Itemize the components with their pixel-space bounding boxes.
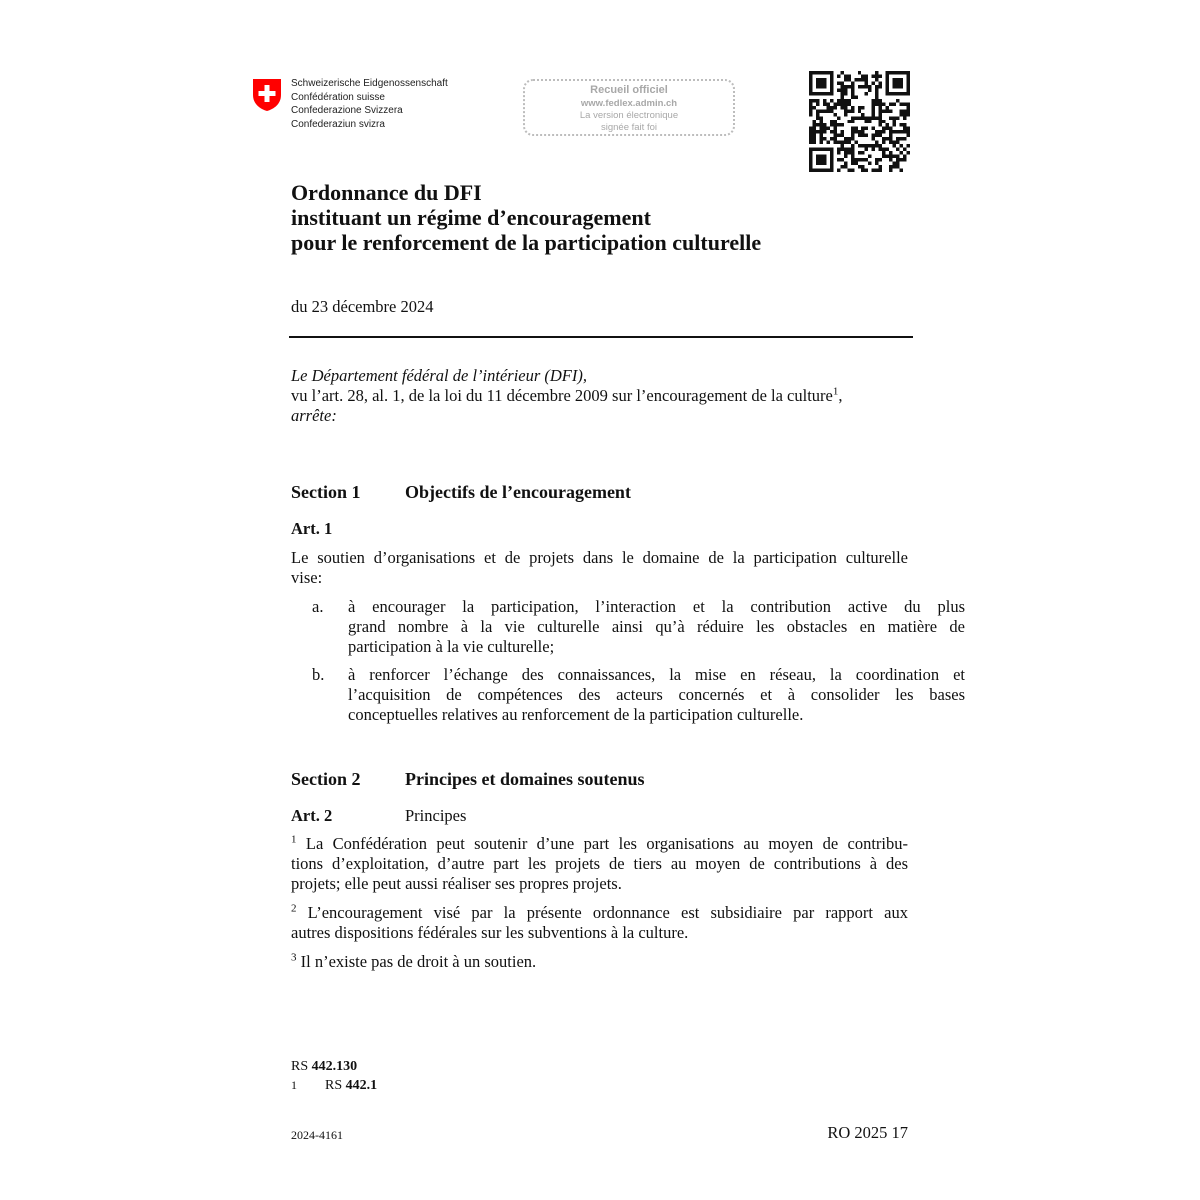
- confederation-fr: Confédération suisse: [291, 91, 385, 103]
- paragraph-1-line-2: tions d’exploitation, d’autre part les projets de tiers au moyen de contributions à des: [291, 854, 908, 873]
- paragraph-1-number: 1: [291, 833, 297, 846]
- document-title: [291, 180, 761, 255]
- list-item-b: [348, 665, 965, 725]
- preamble: [291, 366, 843, 426]
- article-1-label: Art. 1: [291, 519, 333, 538]
- preamble-basis-text: vu l’art. 28, al. 1, de la loi du 11 décembre 2009 sur l’encouragement de la culture: [291, 386, 833, 405]
- paragraph-3-number: 3: [291, 951, 297, 964]
- paragraph-3-line-1-text: Il n’existe pas de droit à un soutien.: [300, 952, 537, 971]
- section-1-title: Objectifs de l’encouragement: [405, 482, 631, 502]
- stamp-url: www.fedlex.admin.ch: [580, 98, 678, 109]
- title-line-2: instituant un régime d’encouragement: [291, 205, 651, 230]
- footnote-ref-1[interactable]: 1: [832, 385, 839, 398]
- paragraph-2-number: 2: [291, 902, 297, 915]
- article-2-paragraph-3: [291, 952, 536, 972]
- paragraph-1-line-3: projets; elle peut aussi réaliser ses propres projets.: [291, 874, 622, 893]
- item-b-marker: b.: [312, 665, 325, 684]
- footnote-1-number: 1: [291, 1078, 297, 1092]
- stamp-note-2: signée fait foi: [601, 122, 657, 133]
- confederation-rm: Confederaziun svizra: [291, 118, 385, 130]
- section-1-label: Section 1: [291, 482, 361, 502]
- article-2-heading: [291, 806, 466, 826]
- article-1-heading: [291, 519, 405, 539]
- paragraph-2-line-1: [291, 903, 908, 923]
- section-2-title: Principes et domaines soutenus: [405, 769, 645, 789]
- item-b-line-1: à renforcer l’échange des connaissances, la mise en réseau, la coordination et: [348, 665, 965, 684]
- paragraph-1-line-1: [291, 834, 908, 854]
- rs-number-value: 442.130: [311, 1059, 358, 1074]
- swiss-cross-shield-icon: [252, 78, 282, 112]
- paragraph-1-line-1-text: La Confédération peut soutenir d’une part les organisations au moyen de contribu-: [305, 834, 909, 853]
- preamble-authority: Le Département fédéral de l’intérieur (DFI),: [291, 366, 588, 385]
- confederation-de: Schweizerische Eidgenossenschaft: [291, 78, 448, 89]
- item-a-line-1: à encourager la participation, l’interaction et la contribution active du plus: [348, 597, 965, 616]
- item-a-line-3: participation à la vie culturelle;: [348, 637, 555, 656]
- document-number: 2024-4161: [291, 1128, 343, 1142]
- section-2-heading: [291, 769, 645, 790]
- rs-number: [291, 1059, 357, 1075]
- stamp-title: Recueil officiel: [590, 84, 668, 96]
- item-a-marker: a.: [312, 597, 324, 616]
- title-divider: [289, 336, 913, 338]
- title-line-1: Ordonnance du DFI: [291, 180, 482, 205]
- item-a-line-2: grand nombre à la vie culturelle ainsi qu’à réduire les obstacles en matière de: [348, 617, 965, 636]
- confederation-names: [291, 77, 448, 131]
- document-date: du 23 décembre 2024: [291, 297, 434, 316]
- article-1-intro-line-1: Le soutien d’organisations et de projets dans le domaine de la participation culturelle: [291, 548, 908, 567]
- item-b-line-3: conceptuelles relatives au renforcement de la participation culturelle.: [348, 705, 804, 724]
- confederation-it: Confederazione Svizzera: [291, 105, 403, 116]
- article-2-paragraph-1: [291, 834, 908, 894]
- article-1-intro-line-2: vise:: [291, 568, 323, 587]
- item-b-line-2: l’acquisition de compétences des acteurs concernés et à consolider les bases: [348, 685, 965, 704]
- stamp-note-1: La version électronique: [579, 110, 679, 121]
- article-1-intro: [291, 548, 908, 588]
- article-2-paragraph-2: [291, 903, 908, 943]
- section-2-label: Section 2: [291, 769, 361, 789]
- title-line-3: pour le renforcement de la participation culturelle: [291, 230, 762, 255]
- preamble-basis-end: ,: [838, 386, 843, 405]
- section-1-heading: [291, 482, 631, 503]
- official-collection-stamp: [523, 79, 735, 136]
- qr-code-icon: [809, 71, 910, 172]
- paragraph-3-line-1: [291, 952, 536, 972]
- preamble-basis: [291, 386, 843, 406]
- article-2-title: Principes: [405, 806, 467, 825]
- article-2-label: Art. 2: [291, 806, 333, 825]
- paragraph-2-line-2: autres dispositions fédérales sur les subventions à la culture.: [291, 923, 689, 942]
- paragraph-2-line-1-text: L’encouragement visé par la présente ordonnance est subsidiaire par rapport aux: [307, 903, 909, 922]
- footnote-1-number-value: 442.1: [345, 1078, 378, 1093]
- footnote-1-prefix: RS: [325, 1078, 343, 1093]
- preamble-decree: arrête:: [291, 406, 337, 425]
- footnote-1: [291, 1078, 377, 1094]
- rs-prefix: RS: [291, 1059, 309, 1074]
- list-item-a: [348, 597, 965, 657]
- ro-reference: RO 2025 17: [827, 1123, 908, 1142]
